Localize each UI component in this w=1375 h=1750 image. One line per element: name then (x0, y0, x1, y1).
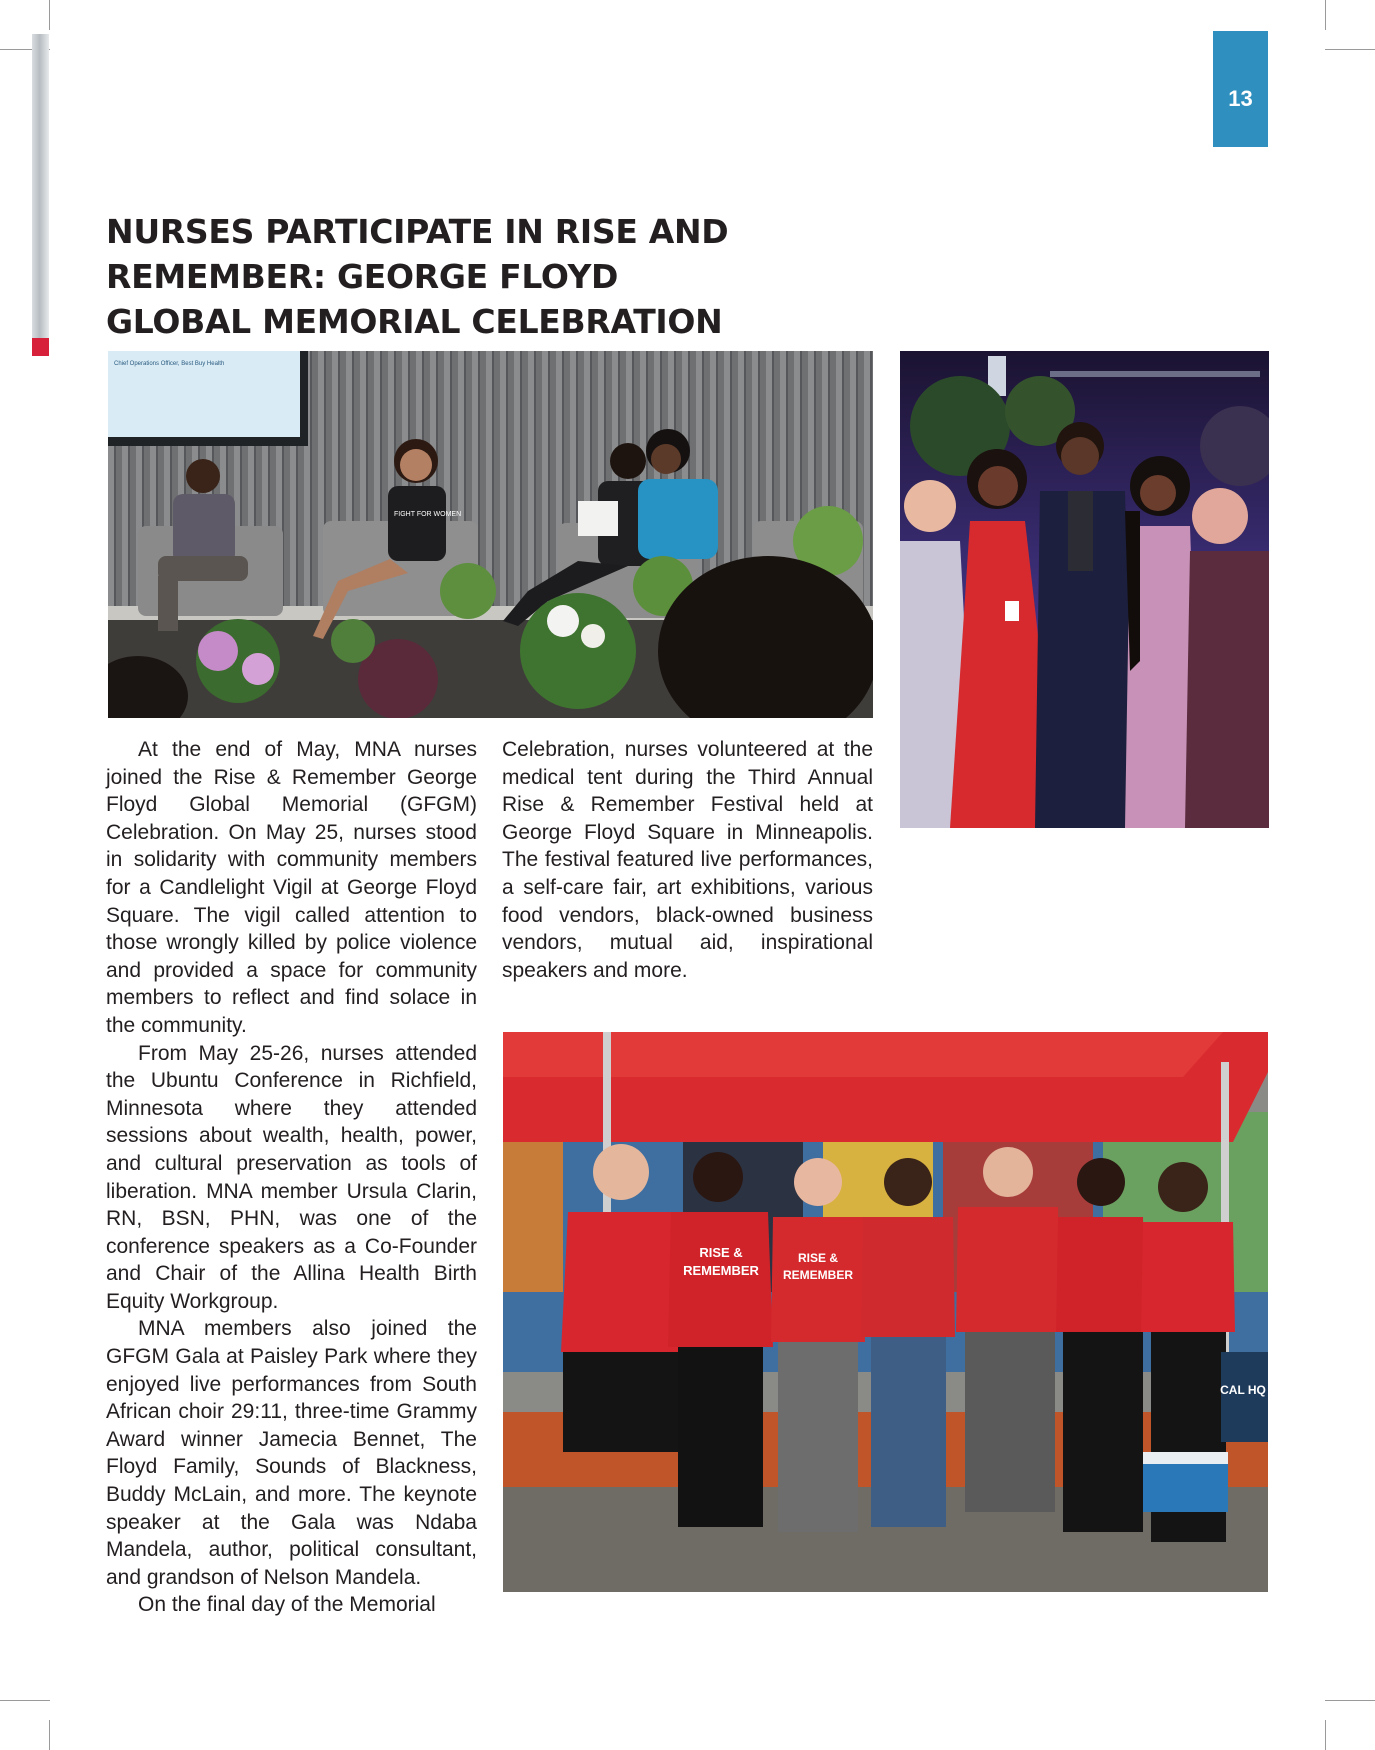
shirt-text-line2: REMEMBER (683, 1263, 759, 1278)
crop-mark (1325, 1700, 1375, 1701)
article-paragraph: At the end of May, MNA nurses joined the Rise & Remember George Floyd Global Memorial (GFGM) Celebration. On May 25, nurses stood in solidarity with community members for a Candlelight Vigil at George Floyd Square. The vigil called attention to those wrongly killed by police violence and provided a space for community members to reflect and find solace in the community. (106, 738, 477, 1037)
headline-line: GLOBAL MEMORIAL CELEBRATION (106, 302, 723, 341)
crop-mark (49, 0, 50, 30)
page-number-tab (1213, 31, 1268, 147)
article-paragraph: On the final day of the Memorial (138, 1593, 436, 1617)
photo-gala-group (900, 351, 1269, 828)
crop-mark (1325, 49, 1375, 50)
photo-panel-discussion (108, 351, 873, 718)
shirt-text-line2: REMEMBER (782, 1268, 854, 1282)
page-number: 13 (1228, 86, 1253, 111)
headline-line: REMEMBER: GEORGE FLOYD (106, 257, 619, 296)
headline-line: NURSES PARTICIPATE IN RISE AND (106, 212, 729, 251)
tent-sign-text: CAL HQ (1220, 1383, 1266, 1397)
photo-nurses-tent (503, 1032, 1268, 1592)
article-paragraph: Celebration, nurses volunteered at the medical tent during the Third Annual Rise & Remember Festival held at George Floyd Square in Minneapolis. The festival featured live performances, a self-care fair, art exhibitions, various food vendors, black-owned business vendors, mutual aid, inspirational speakers and more. (502, 738, 873, 982)
article-column-right (502, 736, 873, 984)
shirt-text-line1: RISE & (797, 1251, 839, 1265)
crop-mark (49, 1720, 50, 1750)
article-column-left (106, 736, 477, 1619)
article-paragraph: From May 25-26, nurses attended the Ubuntu Conference in Richfield, Minnesota where they attended sessions about wealth, health, power, and cultural preservation as tools of liberation. MNA member Ursula Clarin, RN, BSN, PHN, was one of the conference speakers as a Co-Founder and Chair of the Allina Health Birth Equity Workgroup. (106, 1041, 477, 1313)
shirt-caption: FIGHT FOR WOMEN (394, 511, 462, 518)
shirt-text-line1: RISE & (699, 1245, 743, 1260)
article-paragraph: MNA members also joined the GFGM Gala at Paisley Park where they enjoyed live performances from South African choir 29:11, three-time Grammy Award winner Jamecia Bennet, The Floyd Family, Sounds of Blackness, Buddy McLain, and more. The keynote speaker at the Gala was Ndaba Mandela, author, political consultant, and grandson of Nelson Mandela. (106, 1317, 477, 1589)
page-edge-strip (32, 34, 49, 354)
crop-mark (0, 1700, 50, 1701)
page-edge-accent (32, 338, 49, 356)
crop-mark (1325, 0, 1326, 30)
article-headline (106, 209, 806, 344)
screen-caption: Chief Operations Officer, Best Buy Health (114, 361, 225, 367)
crop-mark (1325, 1720, 1326, 1750)
